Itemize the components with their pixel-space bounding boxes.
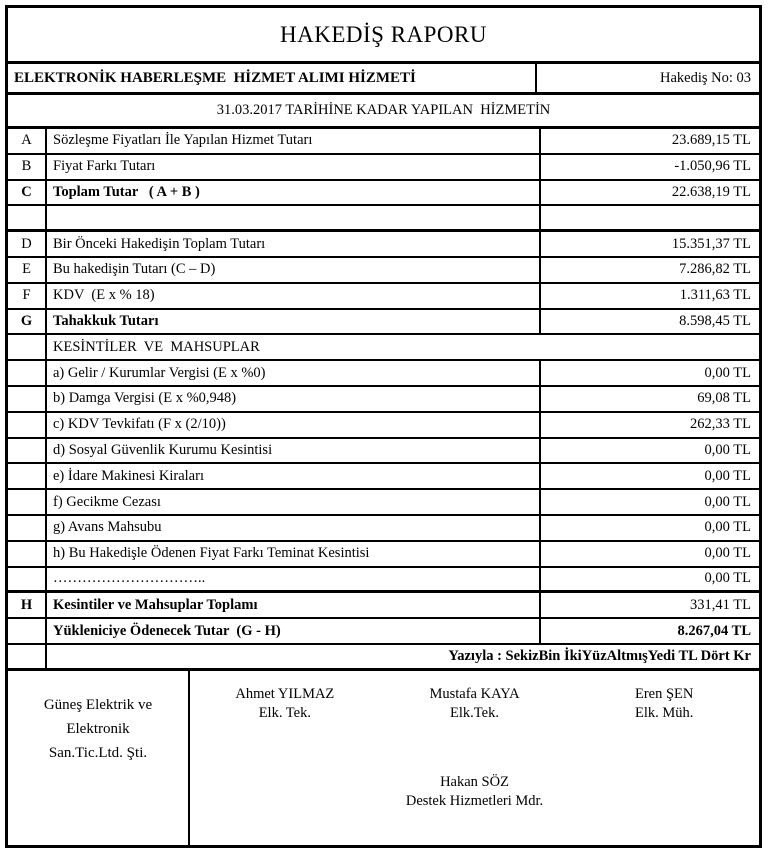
signer-name: Ahmet YILMAZ [235, 685, 335, 702]
hakedis-report-document [5, 5, 762, 848]
row-letter-cell [8, 516, 47, 540]
signer-name: Mustafa KAYA [429, 685, 520, 702]
row-label: g) Avans Mahsubu [53, 519, 162, 536]
row-amount: -1.050,96 TL [539, 155, 759, 179]
row-label: KESİNTİLER VE MAHSUPLAR [53, 338, 260, 355]
hakedis-number: Hakediş No: 03 [659, 69, 751, 86]
row-amount: 0,00 TL [539, 464, 759, 488]
approver-title: Destek Hizmetleri Mdr. [405, 792, 544, 809]
row-label: Bu hakedişin Tutarı (C – D) [53, 261, 216, 278]
row-amount: 7.286,82 TL [539, 258, 759, 282]
row-letter-cell [8, 542, 47, 566]
row-label: Yazıyla : SekizBin İkiYüzAltmışYedi TL Dört Kr [448, 647, 751, 664]
row-letter-cell: C [8, 181, 47, 205]
table-row [8, 542, 759, 568]
row-label: Toplam Tutar ( A + B ) [53, 183, 200, 200]
row-letter-cell: D [8, 232, 47, 256]
row-label: ………………………….. [53, 570, 206, 587]
signer-block [380, 685, 570, 723]
row-label: Yükleniciye Ödenecek Tutar (G - H) [53, 622, 281, 639]
table-row [8, 490, 759, 516]
signer-title: Elk. Müh. [634, 704, 694, 721]
row-letter-cell [8, 439, 47, 463]
row-letter-cell: H [8, 593, 47, 617]
row-letter-cell [8, 464, 47, 488]
row-amount: 23.689,15 TL [539, 129, 759, 153]
row-letter-cell: E [8, 258, 47, 282]
row-label: Kesintiler ve Mahsuplar Toplamı [53, 596, 258, 613]
table-row [8, 645, 759, 671]
table-row [8, 516, 759, 542]
contractor-company-cell [8, 671, 190, 845]
row-label [47, 206, 539, 229]
signature-section [8, 671, 759, 845]
table-row [8, 568, 759, 594]
row-amount: 331,41 TL [539, 593, 759, 617]
row-label: Bir Önceki Hakedişin Toplam Tutarı [53, 235, 266, 252]
row-amount: 0,00 TL [539, 439, 759, 463]
table-row [8, 258, 759, 284]
report-header-row [8, 61, 759, 95]
row-amount: 22.638,19 TL [539, 181, 759, 205]
row-amount: 0,00 TL [539, 361, 759, 385]
table-row [8, 232, 759, 258]
row-amount: 1.311,63 TL [539, 284, 759, 308]
table-row [8, 129, 759, 155]
table-row [8, 593, 759, 619]
report-title: HAKEDİŞ RAPORU [280, 21, 487, 47]
row-label: e) İdare Makinesi Kiraları [53, 467, 204, 484]
table-row [8, 413, 759, 439]
row-letter-cell [8, 361, 47, 385]
service-name: ELEKTRONİK HABERLEŞME HİZMET ALIMI HİZMETİ [8, 64, 537, 92]
row-label: h) Bu Hakedişle Ödenen Fiyat Farkı Teminat Kesintisi [53, 545, 370, 562]
table-row [8, 206, 759, 232]
row-label: f) Gecikme Cezası [53, 493, 161, 510]
table-row [8, 361, 759, 387]
row-amount [539, 206, 759, 229]
table-row [8, 439, 759, 465]
table-row [8, 310, 759, 336]
company-name-line: Elektronik [66, 720, 130, 737]
period-subheader: 31.03.2017 TARİHİNE KADAR YAPILAN HİZMETİN [8, 95, 759, 129]
row-letter-cell [8, 413, 47, 437]
table-row [8, 387, 759, 413]
approver-name: Hakan SÖZ [440, 773, 509, 790]
row-amount: 0,00 TL [539, 490, 759, 514]
row-letter-cell [8, 619, 47, 643]
table-row [8, 284, 759, 310]
signer-title: Elk. Tek. [258, 704, 311, 721]
row-label: b) Damga Vergisi (E x %0,948) [53, 390, 237, 407]
row-label: a) Gelir / Kurumlar Vergisi (E x %0) [53, 364, 266, 381]
signer-block [569, 685, 759, 723]
table-row [8, 335, 759, 361]
row-letter-cell: B [8, 155, 47, 179]
signer-name: Eren ŞEN [634, 685, 694, 702]
row-label: Fiyat Farkı Tutarı [53, 158, 156, 175]
row-letter-cell [8, 387, 47, 411]
row-letter-cell [8, 568, 47, 591]
row-amount: 8.598,45 TL [539, 310, 759, 334]
signers-panel [190, 671, 759, 845]
company-name-line: Güneş Elektrik ve [43, 696, 153, 713]
row-letter-cell [8, 335, 47, 359]
row-label: KDV (E x % 18) [53, 287, 155, 304]
company-name-line: San.Tic.Ltd. Şti. [48, 744, 148, 761]
row-label: Sözleşme Fiyatları İle Yapılan Hizmet Tutarı [53, 132, 313, 149]
row-label: Tahakkuk Tutarı [53, 312, 159, 329]
row-letter-cell: A [8, 129, 47, 153]
table-row [8, 181, 759, 207]
row-amount: 15.351,37 TL [539, 232, 759, 256]
row-label: c) KDV Tevkifatı (F x (2/10)) [53, 416, 226, 433]
signer-block [190, 685, 380, 723]
row-amount: 0,00 TL [539, 568, 759, 591]
table-row [8, 464, 759, 490]
row-letter-cell [8, 645, 47, 668]
row-amount: 262,33 TL [539, 413, 759, 437]
rows-table [8, 129, 759, 671]
approver-block [190, 773, 759, 811]
table-row [8, 155, 759, 181]
signer-row [190, 671, 759, 723]
row-amount: 8.267,04 TL [539, 619, 759, 643]
row-amount: 69,08 TL [539, 387, 759, 411]
row-letter-cell [8, 490, 47, 514]
row-amount: 0,00 TL [539, 516, 759, 540]
row-letter-cell: G [8, 310, 47, 334]
row-letter-cell [8, 206, 47, 229]
table-row [8, 619, 759, 645]
row-letter-cell: F [8, 284, 47, 308]
row-label: d) Sosyal Güvenlik Kurumu Kesintisi [53, 441, 273, 458]
row-amount: 0,00 TL [539, 542, 759, 566]
signer-title: Elk.Tek. [450, 704, 499, 721]
